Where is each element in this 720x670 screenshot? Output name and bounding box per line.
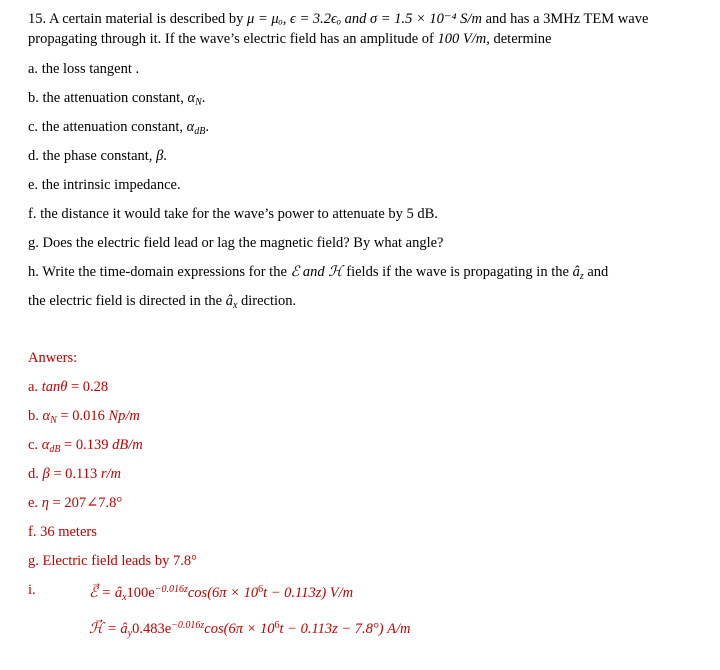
part-tail: . <box>163 148 167 164</box>
answer-text: 36 meters <box>40 524 97 540</box>
intro-text-a: A certain material is described by <box>48 11 244 27</box>
e-cos: cos(6π × 10 <box>187 585 259 601</box>
answer-math: α <box>41 437 50 453</box>
answer-label: e. <box>28 495 39 511</box>
part-c <box>28 118 209 141</box>
part-h-continued <box>28 292 296 315</box>
e-amplitude: 100e <box>126 585 155 601</box>
answer-math-sub: dB <box>49 444 61 455</box>
part-g <box>28 234 444 252</box>
answer-value: = 0.016 <box>60 408 105 424</box>
h-amplitude: 0.483e <box>132 621 172 637</box>
e-cos-tail: t − 0.113z) <box>263 585 327 601</box>
intro-text-b: and has a 3MHz TEM wave <box>485 11 649 27</box>
part-math: α <box>187 90 196 106</box>
answer-label: f. <box>28 524 37 540</box>
answer-c <box>28 436 143 459</box>
answer-unit: dB/m <box>112 437 143 453</box>
answer-g <box>28 552 197 570</box>
part-label: e. <box>28 177 39 193</box>
part-text: the electric field is directed in the <box>28 293 223 309</box>
unit-vector-sub: x <box>232 300 238 311</box>
unit-vector: â <box>114 585 123 601</box>
answer-h-field-expression <box>89 617 411 643</box>
answer-i-label: i. <box>28 582 36 598</box>
answer-math: β <box>42 466 50 482</box>
part-a <box>28 60 139 78</box>
answer-value: = 0.113 <box>53 466 98 482</box>
answer-value: = 207∠7.8° <box>52 495 123 511</box>
part-math: β <box>156 148 164 164</box>
h-cos-tail: t − 0.113z − 7.8°) <box>279 621 384 637</box>
part-text: the loss tangent . <box>41 61 140 77</box>
part-tail: . <box>205 119 210 135</box>
answer-f <box>28 523 97 541</box>
h-cos: cos(6π × 10 <box>204 621 275 637</box>
answer-value: = 0.139 <box>64 437 109 453</box>
part-math: ℰ and ℋ <box>290 264 343 280</box>
e-exponent: −0.016z <box>154 584 188 595</box>
part-text: Does the electric field lead or lag the magnetic field? By what angle? <box>42 235 444 251</box>
part-f <box>28 205 438 223</box>
part-math-sub: dB <box>194 126 206 137</box>
part-label: g. <box>28 235 39 251</box>
part-label: c. <box>28 119 39 135</box>
part-b <box>28 89 205 112</box>
answer-unit: Np/m <box>108 408 140 424</box>
answer-a <box>28 378 108 396</box>
part-label: b. <box>28 90 39 106</box>
part-label: d. <box>28 148 39 164</box>
answer-e <box>28 494 122 512</box>
part-label: h. <box>28 264 39 280</box>
part-text: direction. <box>241 293 297 309</box>
part-math: α <box>186 119 195 135</box>
answer-label: a. <box>28 379 39 395</box>
answer-math: α <box>42 408 51 424</box>
h-field-symbol: ℋ⃗ = <box>89 621 121 637</box>
intro-line2-text-b: , determine <box>486 31 552 47</box>
part-text: Write the time-domain expressions for the <box>42 264 287 280</box>
part-label: f. <box>28 206 37 222</box>
h-exponent: −0.016z <box>171 620 205 631</box>
intro-line2-math: 100 V/m <box>437 31 487 47</box>
part-text: fields if the wave is propagating in the <box>346 264 569 280</box>
answer-label: b. <box>28 408 39 424</box>
answer-text: Electric field leads by 7.8° <box>42 553 197 569</box>
unit-vector-sub: y <box>127 628 133 639</box>
answer-math: tanθ <box>41 379 68 395</box>
part-h <box>28 263 608 286</box>
part-text: the attenuation constant, <box>42 90 184 106</box>
unit-vector: â <box>120 621 128 637</box>
answer-b <box>28 407 140 430</box>
part-e <box>28 176 181 194</box>
e-field-symbol: ℰ⃗ = <box>89 585 115 601</box>
unit-vector: â <box>225 293 233 309</box>
h-cos-exponent: 6 <box>274 620 280 631</box>
part-label: a. <box>28 61 39 77</box>
unit-vector-sub: z <box>579 271 584 282</box>
intro-math: μ = μₒ, ϵ = 3.2ϵₒ and σ = 1.5 × 10⁻⁴ S/m <box>247 11 482 27</box>
part-text: the intrinsic impedance. <box>41 177 181 193</box>
e-cos-exponent: 6 <box>258 584 264 595</box>
part-tail: . <box>201 90 206 106</box>
part-text: and <box>587 264 609 280</box>
problem-intro-line-2 <box>28 30 551 48</box>
answer-label: g. <box>28 553 39 569</box>
part-d <box>28 147 167 165</box>
answer-math: η <box>41 495 49 511</box>
part-text: the attenuation constant, <box>41 119 184 135</box>
answer-unit: r/m <box>100 466 122 482</box>
part-math-sub: N <box>195 97 202 108</box>
answer-d <box>28 465 121 483</box>
intro-line2-text-a: propagating through it. If the wave’s electric field has an amplitude of <box>28 31 434 47</box>
part-text: the phase constant, <box>42 148 153 164</box>
answers-heading: Anwers: <box>28 350 78 366</box>
answer-e-field-expression <box>89 581 353 607</box>
h-unit: A/m <box>387 621 411 637</box>
answer-math-sub: N <box>50 415 57 426</box>
answer-label: c. <box>28 437 39 453</box>
unit-vector-sub: x <box>122 592 127 603</box>
e-unit: V/m <box>329 585 354 601</box>
problem-intro-line-1 <box>28 10 648 28</box>
part-text: the distance it would take for the wave’s power to attenuate by 5 dB. <box>40 206 438 222</box>
problem-number: 15. <box>28 11 47 27</box>
answer-value: = 0.28 <box>70 379 109 395</box>
answer-label: d. <box>28 466 39 482</box>
unit-vector: â <box>572 264 580 280</box>
